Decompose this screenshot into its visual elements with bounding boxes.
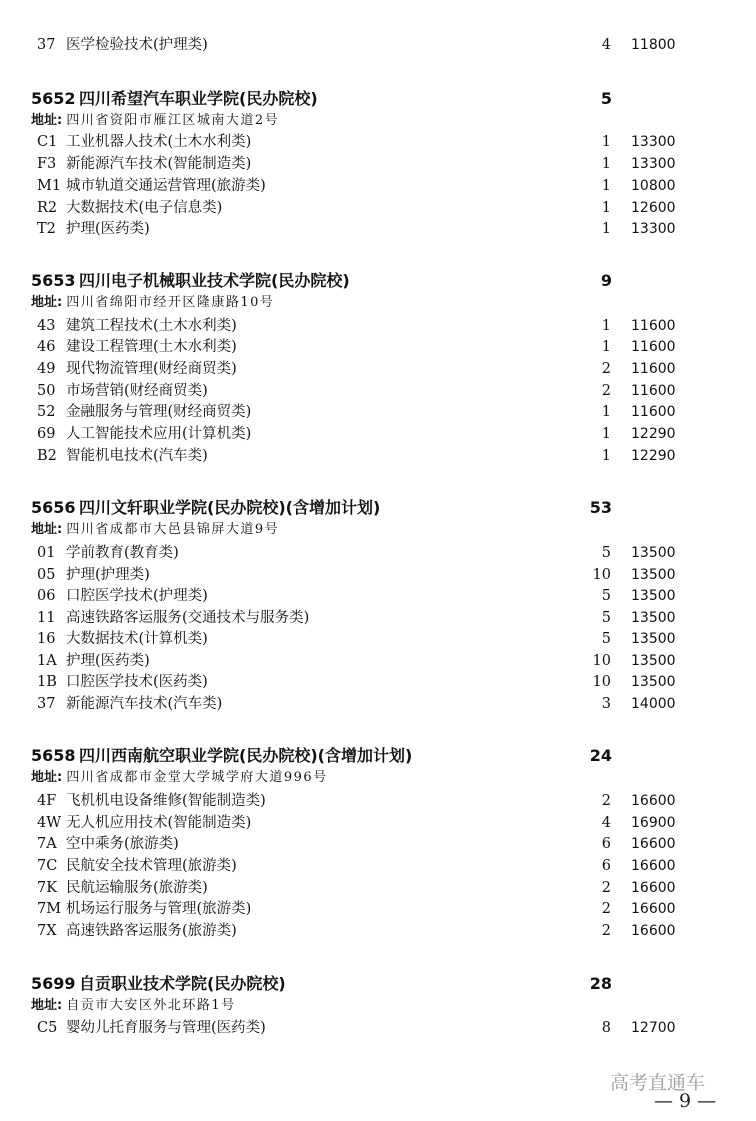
major-name: 空中乘务(旅游类) bbox=[66, 836, 179, 852]
major-code: 49 bbox=[37, 361, 56, 377]
major-name: 金融服务与管理(财经商贸类) bbox=[66, 404, 252, 420]
major-fee: 11600 bbox=[631, 339, 676, 355]
major-code: B2 bbox=[37, 448, 57, 464]
major-count: 1 bbox=[601, 339, 611, 355]
major-code: 7K bbox=[37, 880, 58, 896]
major-name: 建设工程管理(土木水利类) bbox=[66, 339, 237, 355]
major-fee: 13500 bbox=[631, 674, 676, 690]
major-name: 高速铁路客运服务(旅游类) bbox=[66, 923, 237, 939]
school-header bbox=[0, 971, 756, 997]
major-code: 7A bbox=[37, 836, 57, 852]
major-fee: 11600 bbox=[631, 404, 676, 420]
school-address bbox=[31, 768, 328, 788]
major-row bbox=[0, 877, 756, 899]
major-row bbox=[0, 542, 756, 564]
school-total: 24 bbox=[589, 746, 612, 765]
major-name: 民航安全技术管理(旅游类) bbox=[66, 858, 237, 874]
major-code: F3 bbox=[37, 156, 57, 172]
major-count: 1 bbox=[601, 448, 611, 464]
major-row bbox=[0, 218, 756, 240]
school-address bbox=[31, 996, 236, 1016]
address-value: 四川省成都市金堂大学城学府大道996号 bbox=[66, 770, 328, 785]
major-row bbox=[0, 671, 756, 693]
major-name: 市场营销(财经商贸类) bbox=[66, 383, 208, 399]
major-row bbox=[0, 423, 756, 445]
major-count: 1 bbox=[601, 426, 611, 442]
major-name: 口腔医学技术(医药类) bbox=[66, 674, 208, 690]
major-row bbox=[0, 131, 756, 153]
major-name: 智能机电技术(汽车类) bbox=[66, 448, 208, 464]
major-fee: 16600 bbox=[631, 858, 676, 874]
major-row bbox=[0, 607, 756, 629]
address-value: 自贡市大安区外北环路1号 bbox=[66, 998, 236, 1013]
major-fee: 10800 bbox=[631, 178, 676, 194]
school-address bbox=[31, 520, 279, 540]
major-code: 16 bbox=[37, 631, 56, 647]
major-code: 05 bbox=[37, 567, 56, 583]
major-row bbox=[0, 564, 756, 586]
major-code: R2 bbox=[37, 200, 58, 216]
major-row bbox=[0, 34, 756, 56]
major-row bbox=[0, 898, 756, 920]
major-fee: 12600 bbox=[631, 200, 676, 216]
address-value: 四川省绵阳市经开区隆康路10号 bbox=[66, 295, 275, 310]
major-code: C5 bbox=[37, 1020, 58, 1036]
school-name: 四川电子机械职业技术学院(民办院校) bbox=[79, 271, 350, 290]
major-row bbox=[0, 855, 756, 877]
school-address bbox=[31, 111, 279, 131]
major-name: 大数据技术(计算机类) bbox=[66, 631, 208, 647]
major-fee: 12700 bbox=[631, 1020, 676, 1036]
major-count: 6 bbox=[601, 836, 611, 852]
major-code: 11 bbox=[37, 610, 56, 626]
address-label: 地址: bbox=[31, 998, 63, 1013]
major-fee: 11600 bbox=[631, 318, 676, 334]
major-code: C1 bbox=[37, 134, 58, 150]
school-id: 5656 bbox=[31, 498, 76, 517]
major-count: 1 bbox=[601, 318, 611, 334]
school-name: 四川文轩职业学院(民办院校)(含增加计划) bbox=[79, 498, 381, 517]
major-fee: 13300 bbox=[631, 134, 676, 150]
major-count: 1 bbox=[601, 134, 611, 150]
major-name: 护理(医药类) bbox=[66, 221, 150, 237]
school-address bbox=[31, 293, 274, 313]
major-name: 护理(医药类) bbox=[66, 653, 150, 669]
school-header bbox=[0, 495, 756, 521]
major-count: 2 bbox=[601, 901, 611, 917]
major-row bbox=[0, 336, 756, 358]
major-fee: 13300 bbox=[631, 156, 676, 172]
major-count: 4 bbox=[601, 37, 611, 53]
major-row bbox=[0, 585, 756, 607]
major-fee: 13500 bbox=[631, 631, 676, 647]
major-count: 5 bbox=[601, 610, 611, 626]
major-count: 1 bbox=[601, 156, 611, 172]
major-row bbox=[0, 445, 756, 467]
school-header bbox=[0, 268, 756, 294]
major-code: 50 bbox=[37, 383, 56, 399]
major-fee: 12290 bbox=[631, 448, 676, 464]
major-code: 01 bbox=[37, 545, 56, 561]
major-count: 1 bbox=[601, 404, 611, 420]
major-name: 大数据技术(电子信息类) bbox=[66, 200, 223, 216]
major-name: 城市轨道交通运营管理(旅游类) bbox=[66, 178, 266, 194]
major-fee: 11600 bbox=[631, 383, 676, 399]
major-row bbox=[0, 401, 756, 423]
major-count: 2 bbox=[601, 793, 611, 809]
major-name: 口腔医学技术(护理类) bbox=[66, 588, 208, 604]
major-name: 人工智能技术应用(计算机类) bbox=[66, 426, 252, 442]
major-code: 46 bbox=[37, 339, 56, 355]
major-name: 现代物流管理(财经商贸类) bbox=[66, 361, 237, 377]
major-name: 高速铁路客运服务(交通技术与服务类) bbox=[66, 610, 310, 626]
school-header bbox=[0, 743, 756, 769]
address-label: 地址: bbox=[31, 522, 63, 537]
major-name: 建筑工程技术(土木水利类) bbox=[66, 318, 237, 334]
school-name: 四川西南航空职业学院(民办院校)(含增加计划) bbox=[79, 746, 413, 765]
address-value: 四川省资阳市雁江区城南大道2号 bbox=[66, 113, 280, 128]
major-code: 37 bbox=[37, 696, 56, 712]
school-total: 53 bbox=[589, 498, 612, 517]
school-id: 5652 bbox=[31, 89, 76, 108]
major-count: 1 bbox=[601, 221, 611, 237]
major-row bbox=[0, 1017, 756, 1039]
school-name: 四川希望汽车职业学院(民办院校) bbox=[79, 89, 318, 108]
major-code: 1A bbox=[37, 653, 57, 669]
major-code: 52 bbox=[37, 404, 56, 420]
major-count: 4 bbox=[601, 815, 611, 831]
major-name: 新能源汽车技术(汽车类) bbox=[66, 696, 223, 712]
major-row bbox=[0, 693, 756, 715]
major-fee: 16900 bbox=[631, 815, 676, 831]
major-code: 7C bbox=[37, 858, 58, 874]
major-name: 无人机应用技术(智能制造类) bbox=[66, 815, 252, 831]
school-name: 自贡职业技术学院(民办院校) bbox=[79, 974, 286, 993]
major-name: 机场运行服务与管理(旅游类) bbox=[66, 901, 252, 917]
major-code: 69 bbox=[37, 426, 56, 442]
major-row bbox=[0, 175, 756, 197]
school-total: 28 bbox=[589, 974, 612, 993]
major-count: 5 bbox=[601, 588, 611, 604]
major-row bbox=[0, 315, 756, 337]
major-fee: 13500 bbox=[631, 653, 676, 669]
school-total: 5 bbox=[600, 89, 612, 108]
major-count: 1 bbox=[601, 200, 611, 216]
school-total: 9 bbox=[600, 271, 612, 290]
major-fee: 13500 bbox=[631, 545, 676, 561]
major-row bbox=[0, 650, 756, 672]
major-row bbox=[0, 833, 756, 855]
major-code: 37 bbox=[37, 37, 56, 53]
school-id: 5653 bbox=[31, 271, 76, 290]
page-number: — 9 — bbox=[654, 1090, 717, 1112]
major-count: 8 bbox=[601, 1020, 611, 1036]
major-code: T2 bbox=[37, 221, 56, 237]
address-value: 四川省成都市大邑县锦屏大道9号 bbox=[66, 522, 280, 537]
major-name: 婴幼儿托育服务与管理(医药类) bbox=[66, 1020, 266, 1036]
major-fee: 16600 bbox=[631, 901, 676, 917]
major-count: 5 bbox=[601, 545, 611, 561]
major-name: 飞机机电设备维修(智能制造类) bbox=[66, 793, 266, 809]
major-fee: 13500 bbox=[631, 567, 676, 583]
major-fee: 16600 bbox=[631, 836, 676, 852]
major-code: 7X bbox=[37, 923, 57, 939]
major-code: 7M bbox=[37, 901, 62, 917]
major-name: 学前教育(教育类) bbox=[66, 545, 179, 561]
major-fee: 16600 bbox=[631, 793, 676, 809]
major-row bbox=[0, 197, 756, 219]
major-row bbox=[0, 153, 756, 175]
major-name: 医学检验技术(护理类) bbox=[66, 37, 208, 53]
major-count: 2 bbox=[601, 880, 611, 896]
major-fee: 16600 bbox=[631, 880, 676, 896]
major-name: 工业机器人技术(土木水利类) bbox=[66, 134, 252, 150]
major-code: 1B bbox=[37, 674, 57, 690]
major-fee: 13500 bbox=[631, 588, 676, 604]
major-count: 6 bbox=[601, 858, 611, 874]
major-name: 新能源汽车技术(智能制造类) bbox=[66, 156, 252, 172]
major-count: 10 bbox=[592, 567, 611, 583]
school-header bbox=[0, 86, 756, 112]
major-row bbox=[0, 358, 756, 380]
address-label: 地址: bbox=[31, 295, 63, 310]
major-row bbox=[0, 920, 756, 942]
address-label: 地址: bbox=[31, 770, 63, 785]
major-fee: 11800 bbox=[631, 37, 676, 53]
major-row bbox=[0, 380, 756, 402]
major-count: 10 bbox=[592, 653, 611, 669]
school-id: 5658 bbox=[31, 746, 76, 765]
major-code: 43 bbox=[37, 318, 56, 334]
major-count: 2 bbox=[601, 383, 611, 399]
major-code: M1 bbox=[37, 178, 62, 194]
major-row bbox=[0, 812, 756, 834]
watermark-text: 高考直通车 bbox=[610, 1072, 706, 1094]
major-name: 护理(护理类) bbox=[66, 567, 150, 583]
school-id: 5699 bbox=[31, 974, 76, 993]
major-code: 06 bbox=[37, 588, 56, 604]
major-count: 2 bbox=[601, 361, 611, 377]
major-fee: 16600 bbox=[631, 923, 676, 939]
major-fee: 11600 bbox=[631, 361, 676, 377]
major-name: 民航运输服务(旅游类) bbox=[66, 880, 208, 896]
address-label: 地址: bbox=[31, 113, 63, 128]
major-code: 4W bbox=[37, 815, 62, 831]
major-code: 4F bbox=[37, 793, 57, 809]
major-row bbox=[0, 628, 756, 650]
major-count: 3 bbox=[601, 696, 611, 712]
major-count: 1 bbox=[601, 178, 611, 194]
major-fee: 12290 bbox=[631, 426, 676, 442]
major-fee: 13500 bbox=[631, 610, 676, 626]
major-count: 2 bbox=[601, 923, 611, 939]
major-fee: 13300 bbox=[631, 221, 676, 237]
major-count: 5 bbox=[601, 631, 611, 647]
major-fee: 14000 bbox=[631, 696, 676, 712]
major-count: 10 bbox=[592, 674, 611, 690]
major-row bbox=[0, 790, 756, 812]
